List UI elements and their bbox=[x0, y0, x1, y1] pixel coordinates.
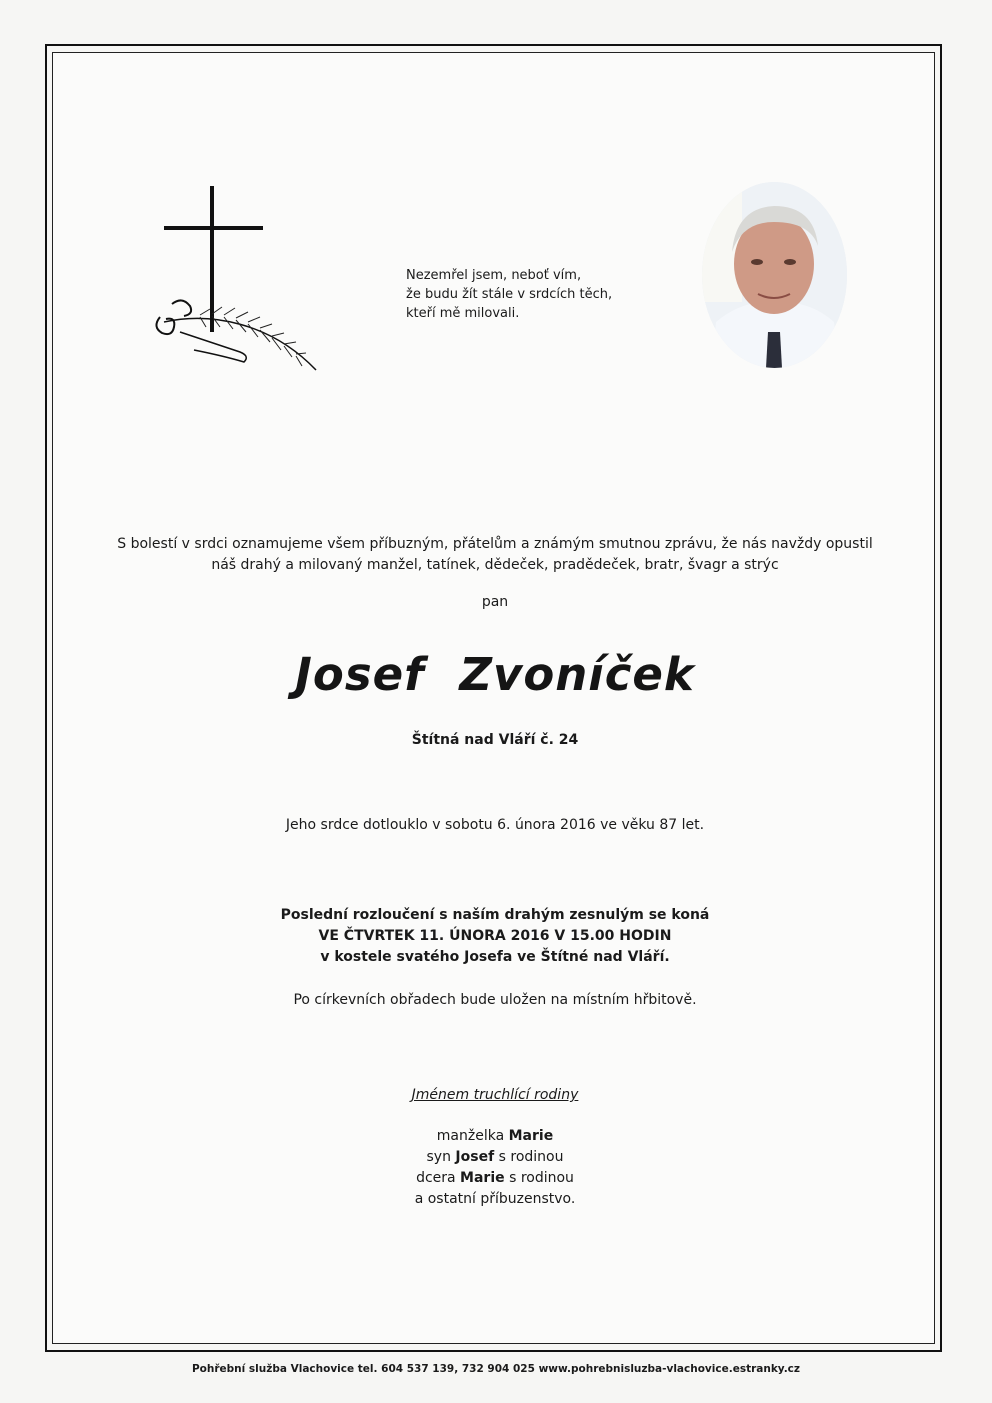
funeral-date: VE ČTVRTEK 11. ÚNORA 2016 V 15.00 HODIN bbox=[318, 928, 672, 944]
announcement-line: S bolestí v srdci oznamujeme všem příbuzným, přátelům a známým smutnou zprávu, že nás navždy opustil bbox=[117, 536, 873, 552]
title-pan: pan bbox=[481, 594, 509, 610]
motto-line: že budu žít stále v srdcích těch, bbox=[406, 287, 613, 302]
deceased-name: Josef Zvoníček bbox=[295, 648, 695, 701]
family-member: dcera Marie s rodinou bbox=[416, 1170, 574, 1186]
announcement-text bbox=[60, 534, 930, 576]
motto bbox=[406, 266, 666, 323]
funeral-service-footer: Pohřební služba Vlachovice tel. 604 537 139, 732 904 025 www.pohrebnisluzba-vlachovice.estranky.cz bbox=[191, 1363, 801, 1375]
portrait-photo bbox=[702, 182, 847, 368]
death-statement: Jeho srdce dotlouklo v sobotu 6. února 2016 ve věku 87 let. bbox=[285, 817, 705, 833]
announcement-line: náš drahý a milovaný manžel, tatínek, dědeček, pradědeček, bratr, švagr a strýc bbox=[211, 557, 779, 573]
deceased-address: Štítná nad Vláří č. 24 bbox=[411, 732, 579, 748]
funeral-line: Poslední rozloučení s naším drahým zesnulým se koná bbox=[280, 907, 710, 923]
motto-line: Nezemřel jsem, neboť vím, bbox=[406, 268, 582, 283]
cross-with-palm-icon bbox=[140, 182, 330, 382]
funeral-details bbox=[60, 905, 930, 968]
funeral-location: v kostele svatého Josefa ve Štítné nad Vláří. bbox=[320, 949, 670, 965]
family-member: manželka Marie bbox=[436, 1128, 554, 1144]
family-list bbox=[60, 1126, 930, 1210]
motto-line: kteří mě milovali. bbox=[406, 306, 520, 321]
family-member: syn Josef s rodinou bbox=[426, 1149, 564, 1165]
family-member: a ostatní příbuzenstvo. bbox=[414, 1191, 576, 1207]
burial-statement: Po církevních obřadech bude uložen na místním hřbitově. bbox=[293, 992, 697, 1008]
family-heading: Jménem truchlící rodiny bbox=[411, 1087, 579, 1103]
